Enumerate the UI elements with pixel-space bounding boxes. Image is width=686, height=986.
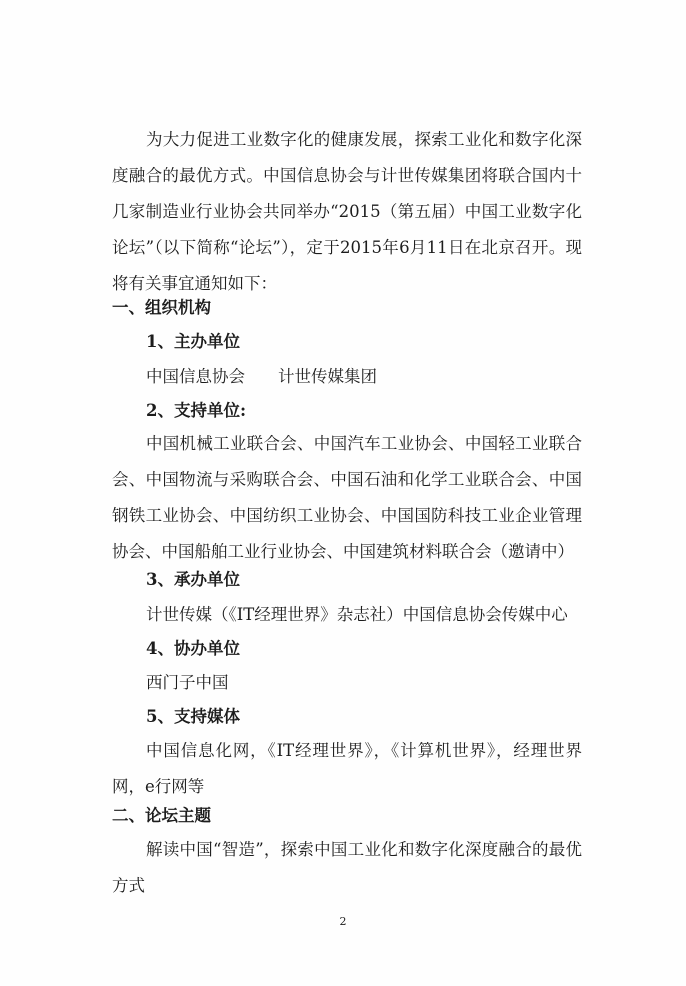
co-organizer-units: 西门子中国 xyxy=(146,673,229,692)
subheading-co-organizer: 4、协办单位 xyxy=(146,639,240,658)
supporter-units: 中国机械工业联合会、中国汽车工业协会、中国轻工业联合会、中国物流与采购联合会、中国石油和化学工业联合会、中国钢铁工业协会、中国纺织工业协会、中国国防科技工业企业管理协会、中国船舶工业行业协会、中国建筑材料联合会（邀请中） xyxy=(112,434,582,561)
host-units: 中国信息协会 计世传媒集团 xyxy=(146,367,377,386)
media-units: 中国信息化网，《IT经理世界》，《计算机世界》，经理世界网，e行网等 xyxy=(112,741,582,796)
organizer-units: 计世传媒（《IT经理世界》杂志社）中国信息协会传媒中心 xyxy=(146,605,568,624)
section-heading-theme: 二、论坛主题 xyxy=(112,806,211,825)
intro-paragraph: 为大力促进工业数字化的健康发展，探索工业化和数字化深度融合的最优方式。中国信息协会与计世传媒集团将联合国内十几家制造业行业协会共同举办“2015（第五届）中国工业数字化论坛”（以下简称“论坛”），定于2015年6月11日在北京召开。现将有关事宜通知如下： xyxy=(112,130,582,293)
subheading-host: 1、主办单位 xyxy=(146,332,240,351)
subheading-media: 5、支持媒体 xyxy=(146,707,240,726)
theme-text: 解读中国“智造”，探索中国工业化和数字化深度融合的最优方式 xyxy=(112,840,582,895)
subheading-organizer: 3、承办单位 xyxy=(146,570,240,589)
subheading-supporters: 2、支持单位: xyxy=(146,401,247,420)
page-number: 2 xyxy=(339,915,347,928)
section-heading-organization: 一、组织机构 xyxy=(112,298,211,317)
